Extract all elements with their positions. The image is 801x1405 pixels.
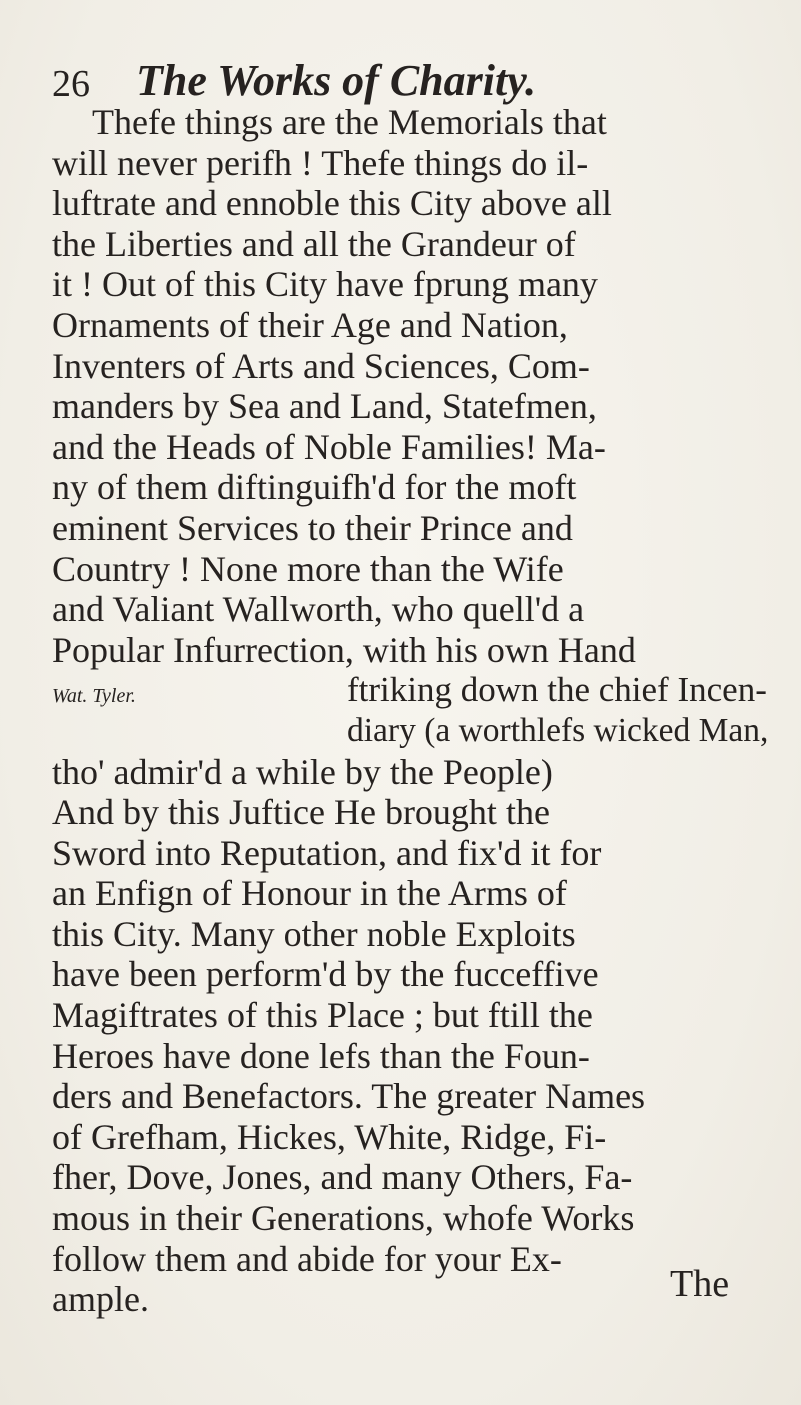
text-line: follow them and abide for your Ex-: [52, 1238, 562, 1279]
text-line: it ! Out of this City have fprung many: [52, 264, 598, 305]
text-line: of Grefham, Hickes, White, Ridge, Fi-: [52, 1116, 607, 1157]
text-line: Heroes have done lefs than the Foun-: [52, 1035, 590, 1076]
text-line: ny of them diftinguifh'd for the moft: [52, 467, 577, 508]
catchword: The: [670, 1263, 730, 1305]
body-text: [52, 102, 772, 1320]
text-line: manders by Sea and Land, Statefmen,: [52, 386, 597, 427]
text-line: Sword into Reputation, and fix'd it for: [52, 832, 602, 873]
margin-note: Wat. Tyler.: [52, 685, 136, 707]
text-line: and Valiant Wallworth, who quell'd a: [52, 589, 585, 630]
text-line: fher, Dove, Jones, and many Others, Fa-: [52, 1157, 633, 1198]
text-line: tho' admir'd a while by the People): [52, 751, 553, 792]
text-line: an Enfign of Honour in the Arms of: [52, 873, 567, 914]
text-line: Thefe things are the Memorials that: [92, 102, 607, 142]
text-line: ftriking down the chief Incen-: [347, 670, 767, 710]
text-line: Inventers of Arts and Sciences, Com-: [52, 345, 590, 386]
text-line: will never perifh ! Thefe things do il-: [52, 142, 589, 183]
text-line: this City. Many other noble Exploits: [52, 913, 576, 954]
text-line: Country ! None more than the Wife: [52, 548, 564, 589]
running-title: The Works of Charity.: [136, 56, 537, 105]
text-line: eminent Services to their Prince and: [52, 507, 573, 548]
page-number: 26: [52, 63, 90, 105]
text-line: diary (a worthlefs wicked Man,: [347, 711, 769, 749]
text-line: have been perform'd by the fucceffive: [52, 954, 599, 995]
text-line: Ornaments of their Age and Nation,: [52, 304, 568, 345]
text-line: Magiftrates of this Place ; but ftill the: [52, 995, 593, 1036]
text-line: And by this Juftice He brought the: [52, 792, 550, 833]
text-line: and the Heads of Noble Families! Ma-: [52, 426, 606, 467]
text-line: ample.: [52, 1279, 149, 1320]
text-line: ders and Benefactors. The greater Names: [52, 1076, 646, 1117]
text-line: the Liberties and all the Grandeur of: [52, 223, 576, 264]
text-line: Popular Infurrection, with his own Hand: [52, 629, 636, 670]
text-line: luftrate and ennoble this City above all: [52, 183, 612, 224]
text-line: mous in their Generations, whofe Works: [52, 1198, 635, 1239]
